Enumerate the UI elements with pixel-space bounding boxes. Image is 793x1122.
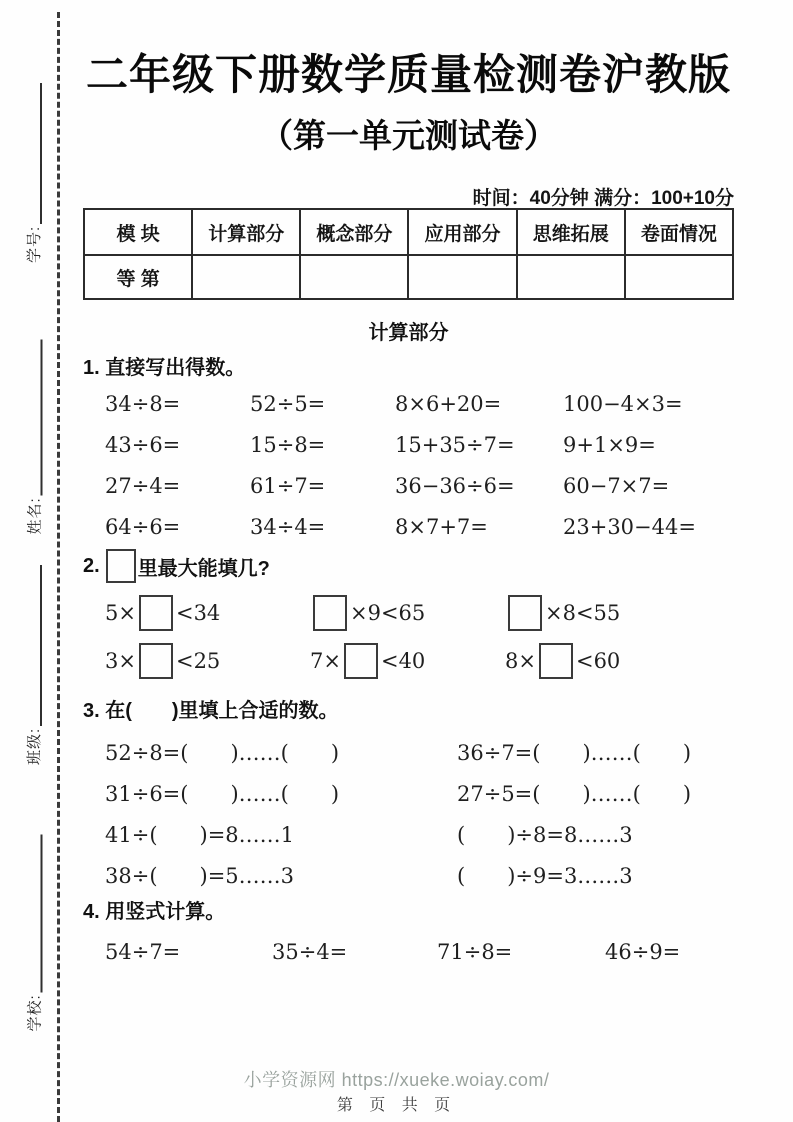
question-3-title: 3. 在( )里填上合适的数。	[83, 700, 339, 722]
sidebar-field-class	[21, 565, 45, 765]
name-label: 姓名:	[26, 497, 43, 535]
q1-expression: 9+1×9=	[563, 432, 656, 457]
answer-box	[313, 595, 347, 631]
q2-prefix: 7×	[310, 649, 341, 673]
blank-box-icon	[106, 549, 136, 583]
student-number-blank-line	[24, 83, 42, 224]
question-2-text: 里最大能填几?	[137, 557, 270, 580]
sidebar-field-name	[22, 340, 46, 535]
q2-suffix: <34	[175, 601, 221, 625]
answer-box	[344, 643, 378, 679]
q1-expression: 36−36÷6=	[395, 473, 515, 498]
school-label: 学校:	[26, 994, 43, 1032]
question-1-title: 1. 直接写出得数。	[83, 357, 246, 379]
q4-expression: 54÷7=	[105, 939, 181, 964]
q2-suffix: ×9<65	[350, 601, 426, 625]
score-table-header-cell: 卷面情况	[625, 209, 733, 255]
school-blank-line	[25, 835, 43, 993]
answer-box	[139, 643, 173, 679]
score-table	[83, 208, 734, 300]
grade-cell-empty	[192, 255, 300, 299]
q4-expression: 35÷4=	[272, 939, 348, 964]
question-2-items	[105, 589, 713, 685]
class-label: 班级:	[25, 727, 43, 765]
q3-expression: 52÷8=( )……( )	[105, 740, 340, 765]
q2-prefix: 3×	[105, 649, 136, 673]
q1-expression: 60−7×7=	[563, 473, 670, 498]
q3-expression: 36÷7=( )……( )	[457, 740, 692, 765]
fold-dashed-line	[57, 12, 60, 1122]
q1-expression: 34÷8=	[105, 391, 181, 416]
exam-meta: 时间：40分钟 满分：100+10分	[472, 188, 734, 209]
q1-expression: 27÷4=	[105, 473, 181, 498]
question-4-title: 4. 用竖式计算。	[83, 901, 226, 923]
grade-cell-empty	[625, 255, 733, 299]
sidebar-field-student-number	[21, 83, 45, 263]
score-table-header-cell: 概念部分	[300, 209, 408, 255]
grade-row-label: 等 第	[84, 255, 192, 299]
q2-suffix: <60	[575, 649, 621, 673]
q2-suffix: <25	[175, 649, 221, 673]
q2-suffix: <40	[380, 649, 426, 673]
q1-expression: 15+35÷7=	[395, 432, 515, 457]
q2-item	[310, 595, 505, 631]
score-table-header-cell: 思维拓展	[517, 209, 625, 255]
q2-prefix: 5×	[105, 601, 136, 625]
q1-expression: 15÷8=	[250, 432, 326, 457]
grade-cell-empty	[517, 255, 625, 299]
grade-cell-empty	[300, 255, 408, 299]
page-title: 二年级下册数学质量检测卷沪教版	[85, 51, 731, 98]
q2-item	[105, 595, 310, 631]
q3-expression: 27÷5=( )……( )	[457, 781, 692, 806]
question-2-title	[83, 549, 270, 583]
student-number-label: 学号:	[25, 225, 43, 263]
q1-expression: 100−4×3=	[563, 391, 683, 416]
question-2-number: 2.	[83, 554, 100, 577]
q2-item	[310, 643, 505, 679]
q2-row	[105, 589, 713, 637]
score-table-header-row	[84, 209, 733, 255]
q2-item	[505, 643, 713, 679]
score-table-header-cell: 计算部分	[192, 209, 300, 255]
score-table-header-cell: 模 块	[84, 209, 192, 255]
class-blank-line	[24, 565, 42, 726]
answer-box	[508, 595, 542, 631]
q1-expression: 52÷5=	[250, 391, 326, 416]
grade-cell-empty	[408, 255, 516, 299]
q3-expression: 31÷6=( )……( )	[105, 781, 340, 806]
q2-prefix: 8×	[505, 649, 536, 673]
q1-expression: 43÷6=	[105, 432, 181, 457]
score-table-header-cell: 应用部分	[408, 209, 516, 255]
q1-expression: 23+30−44=	[563, 514, 696, 539]
section-title-calculation: 计算部分	[368, 322, 449, 344]
question-4-expressions	[105, 931, 725, 972]
q2-suffix: ×8<55	[545, 601, 621, 625]
sidebar-field-school	[22, 835, 46, 1032]
q2-item	[105, 643, 310, 679]
site-watermark: 小学资源网 https://xueke.woiay.com/	[243, 1070, 550, 1090]
score-table-grade-row	[84, 255, 733, 299]
q4-expression: 46÷9=	[605, 939, 681, 964]
q1-expression: 34÷4=	[250, 514, 326, 539]
q3-expression: ( )÷8=8……3	[457, 822, 633, 847]
q1-expression: 8×7+7=	[395, 514, 488, 539]
q2-item	[505, 595, 713, 631]
question-1-expressions	[105, 383, 713, 547]
question-3-expressions	[105, 731, 725, 895]
page-number-footer: 第 页 共 页	[336, 1097, 457, 1114]
q3-expression: 38÷( )=5……3	[105, 863, 295, 888]
q3-expression: ( )÷9=3……3	[457, 863, 633, 888]
q3-expression: 41÷( )=8……1	[105, 822, 295, 847]
answer-box	[139, 595, 173, 631]
answer-box	[539, 643, 573, 679]
page-subtitle: （第一单元测试卷）	[260, 117, 557, 154]
q1-expression: 61÷7=	[250, 473, 326, 498]
name-blank-line	[25, 340, 43, 496]
q1-expression: 64÷6=	[105, 514, 181, 539]
q2-row	[105, 637, 713, 685]
q1-expression: 8×6+20=	[395, 391, 502, 416]
q4-expression: 71÷8=	[437, 939, 513, 964]
